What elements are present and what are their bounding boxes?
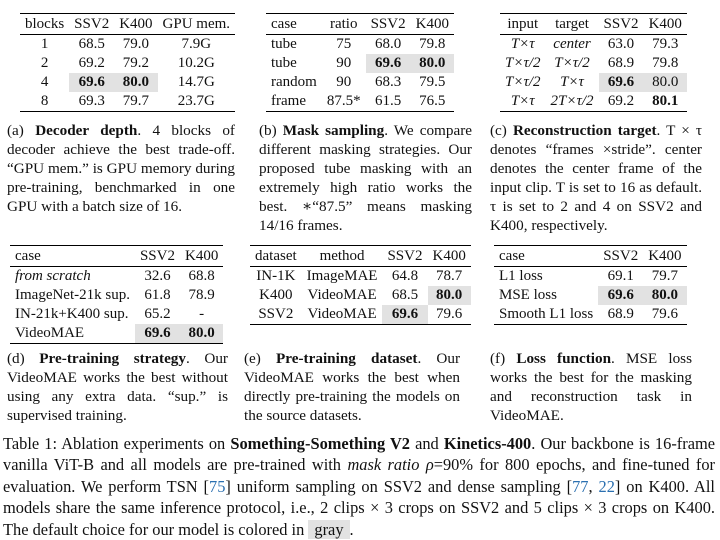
cell: 68.9 [598, 305, 643, 325]
citation-link[interactable]: 22 [598, 476, 615, 496]
cell: 79.7 [651, 268, 679, 284]
caption-text: . MSE loss works the best for the masking and reconstruction task in VideoMAE. [490, 350, 692, 424]
caption-title: Reconstruction target [512, 122, 657, 139]
cell-highlight: 69.6 [135, 324, 180, 344]
col-header: target [546, 14, 599, 35]
caption-label: (f) [490, 350, 517, 367]
cell: IN-21k+K400 sup. [15, 306, 129, 322]
caption-e [244, 349, 460, 425]
col-header: K400 [428, 246, 471, 267]
table-row [500, 35, 687, 55]
col-header: SSV2 [69, 14, 114, 35]
col-header: input [500, 14, 546, 35]
cell: 69.3 [69, 92, 114, 112]
cell: T×τ [560, 74, 584, 90]
cell-highlight: 69.6 [69, 73, 114, 92]
cell: 79.8 [652, 55, 679, 71]
col-header: SSV2 [599, 14, 644, 35]
table-row [10, 267, 223, 287]
cell: 68.3 [374, 74, 402, 90]
caption-title: Pre-training dataset [276, 350, 418, 367]
table-row [266, 73, 454, 92]
caption-title: Loss function [516, 350, 612, 367]
cell: 14.7G [177, 74, 215, 90]
table-row [266, 92, 454, 112]
cell: 90 [336, 74, 352, 90]
table-row [500, 92, 687, 112]
cell: 65.2 [144, 306, 171, 322]
cell: T×τ/2 [505, 55, 541, 71]
caption-text: . Our VideoMAE works the best when directly pre-training the models on the source datasets. [244, 350, 461, 424]
cell: VideoMAE [302, 305, 383, 325]
col-header: method [302, 246, 383, 267]
citation-link[interactable]: 75 [209, 476, 226, 496]
col-header: K400 [180, 246, 223, 267]
caption-italic: mask ratio ρ [347, 455, 434, 475]
cell: tube [271, 36, 297, 52]
cell: ImageMAE [306, 268, 378, 284]
cell: 7.9G [181, 36, 212, 52]
col-header: blocks [20, 14, 69, 35]
caption-text: Table 1: Ablation experiments on [3, 434, 231, 453]
caption-text: . Our VideoMAE works the best without using any extra data. “sup.” is supervised training. [7, 350, 228, 424]
cell: 79.2 [122, 55, 149, 71]
cell: 10.2G [177, 55, 215, 71]
table-decoder-depth [20, 13, 235, 112]
caption-c [490, 121, 702, 235]
table-row-default [266, 54, 454, 73]
cell: 2T×τ/2 [546, 92, 599, 112]
caption-label: (a) [7, 122, 36, 139]
table-row-default [494, 286, 687, 305]
cell: from scratch [15, 268, 91, 284]
caption-a [7, 121, 235, 216]
cell: Smooth L1 loss [494, 305, 598, 325]
panel-b [266, 13, 454, 112]
cell: 4 [40, 74, 49, 90]
cell: 69.2 [78, 55, 105, 71]
cell: IN-1K [256, 268, 296, 284]
cell: VideoMAE [307, 287, 377, 303]
col-header: GPU mem. [158, 14, 236, 35]
cell: 90 [336, 55, 352, 71]
cell: 79.0 [122, 36, 149, 52]
caption-label: (e) [244, 350, 277, 367]
cell: 23.7G [158, 92, 236, 112]
caption-text: and [409, 434, 444, 453]
caption-text: ] uniform sampling on SSV2 and dense sampling [ [225, 476, 573, 496]
caption-label: (b) [259, 122, 283, 139]
cell-highlight: 69.6 [366, 54, 411, 73]
cell: 78.7 [436, 268, 463, 284]
cell-highlight: 80.0 [644, 73, 687, 92]
table-row [494, 267, 687, 287]
caption-text: . [349, 519, 354, 539]
cell: - [199, 306, 205, 322]
table-main-caption [3, 433, 715, 540]
cell-highlight: 80.0 [411, 54, 454, 73]
caption-title: Decoder depth [35, 122, 138, 139]
col-header: SSV2 [382, 246, 427, 267]
cell: MSE loss [499, 287, 557, 303]
table-row [20, 35, 235, 55]
cell: 68.5 [78, 36, 105, 52]
caption-bold: Kinetics-400 [443, 434, 532, 453]
cell: 68.5 [391, 287, 419, 303]
cell: T×τ/2 [554, 55, 590, 71]
cell: 78.9 [188, 287, 215, 303]
cell: 1 [40, 36, 49, 52]
caption-text: . Our backbone is 16-frame vanilla ViT-B and all models are pre-trained with [3, 434, 716, 475]
caption-text: . We compare different masking strategies. Our proposed tube masking with an extremely high ratio works the best. ∗“87.5” means masking 14/16 frames. [259, 122, 472, 234]
table-pretraining-dataset [250, 245, 471, 325]
col-header: SSV2 [135, 246, 180, 267]
col-header: case [10, 246, 135, 267]
col-header: K400 [643, 246, 686, 267]
table-loss-function [494, 245, 687, 325]
cell: 79.7 [114, 92, 157, 112]
col-header: K400 [644, 14, 687, 35]
col-header: dataset [250, 246, 302, 267]
cell: 76.5 [411, 92, 454, 112]
caption-text: , [588, 476, 599, 496]
caption-text: ] on K400. All models share the same inference protocol, i.e., 2 clips × 3 crops on SSV2 and 5 clips × 3 crops on K400. The default choice for our model is colored in [3, 476, 715, 539]
table-row [250, 286, 471, 305]
col-header: SSV2 [598, 246, 643, 267]
table-row [494, 305, 687, 325]
cell: 69.2 [599, 92, 644, 112]
caption-label: (c) [490, 122, 513, 139]
table-reconstruction-target [500, 13, 687, 112]
caption-text: . 4 blocks of decoder achieve the best trade-off. “GPU mem.” is GPU memory during pre-training, benchmarked in one GPU with a batch size of 16. [7, 122, 235, 215]
cell: T×τ [500, 92, 546, 112]
panel-f [494, 245, 687, 325]
caption-d [7, 349, 228, 425]
cell-highlight: 80.0 [114, 73, 157, 92]
caption-f [490, 349, 692, 425]
cell-highlight: 69.6 [599, 73, 644, 92]
caption-label: (d) [7, 350, 40, 367]
caption-bold: Something-Something V2 [230, 434, 410, 453]
table-row [10, 305, 223, 324]
table-row [20, 54, 235, 73]
table-row [20, 92, 235, 112]
cell: 79.6 [643, 305, 686, 325]
col-header: SSV2 [366, 14, 411, 35]
cell: VideoMAE [10, 324, 135, 344]
cell: 61.8 [144, 287, 171, 303]
table-row [10, 286, 223, 305]
table-row-default [500, 73, 687, 92]
caption-text: . T × τ denotes “frames ×stride”. center denotes the center frame of the input clip. T is set to 16 as default. τ is set to 2 and 4 on SSV2 and K400, respectively. [490, 122, 702, 234]
cell: 64.8 [391, 268, 419, 284]
cell: 2 [40, 55, 49, 71]
cell-highlight: 80.0 [643, 286, 686, 305]
caption-text: =90% for 800 epochs, and fine-tuned for evaluation. We perform TSN [ [3, 455, 715, 496]
gray-swatch: gray [308, 520, 349, 539]
cell: 79.5 [419, 74, 446, 90]
cell-highlight: 69.6 [598, 286, 643, 305]
cell: SSV2 [250, 305, 302, 325]
cell: 79.3 [652, 36, 679, 52]
cell: 80.1 [644, 92, 687, 112]
cell: 68.0 [374, 36, 402, 52]
cell: T×τ/2 [505, 74, 541, 90]
panel-d [10, 245, 223, 344]
cell: 69.1 [607, 268, 634, 284]
table-row [500, 54, 687, 73]
cell: center [553, 36, 591, 52]
cell: 61.5 [366, 92, 411, 112]
cell: 87.5* [322, 92, 366, 112]
cell: 68.8 [188, 268, 215, 284]
cell-highlight: 69.6 [382, 305, 427, 325]
cell-highlight: 80.0 [428, 286, 471, 305]
cell: tube [271, 55, 297, 71]
table-row-default [250, 305, 471, 325]
cell: frame [266, 92, 322, 112]
cell: 68.9 [607, 55, 635, 71]
citation-link[interactable]: 77 [572, 476, 589, 496]
caption-title: Mask sampling [282, 122, 385, 139]
panel-e [250, 245, 471, 325]
caption-title: Pre-training strategy [39, 350, 186, 367]
cell: ImageNet-21k sup. [15, 287, 130, 303]
table-row [250, 267, 471, 287]
table-row [266, 35, 454, 55]
cell: 75 [336, 36, 352, 52]
cell: T×τ [510, 36, 535, 52]
col-header: case [494, 246, 598, 267]
col-header: K400 [411, 14, 454, 35]
panel-c [500, 13, 687, 112]
col-header: ratio [322, 14, 366, 35]
cell: 63.0 [607, 36, 635, 52]
cell: 79.8 [419, 36, 446, 52]
cell: L1 loss [499, 268, 543, 284]
cell: K400 [259, 287, 293, 303]
cell: random [271, 74, 317, 90]
table-row-default [10, 324, 223, 344]
col-header: K400 [114, 14, 157, 35]
panel-a [20, 13, 235, 112]
col-header: case [266, 14, 322, 35]
table-mask-sampling [266, 13, 454, 112]
table-pretraining-strategy [10, 245, 223, 344]
cell: 79.6 [428, 305, 471, 325]
cell-highlight: 80.0 [180, 324, 223, 344]
cell: 32.6 [144, 268, 171, 284]
caption-b [259, 121, 472, 235]
cell: 8 [20, 92, 69, 112]
table-row-default [20, 73, 235, 92]
